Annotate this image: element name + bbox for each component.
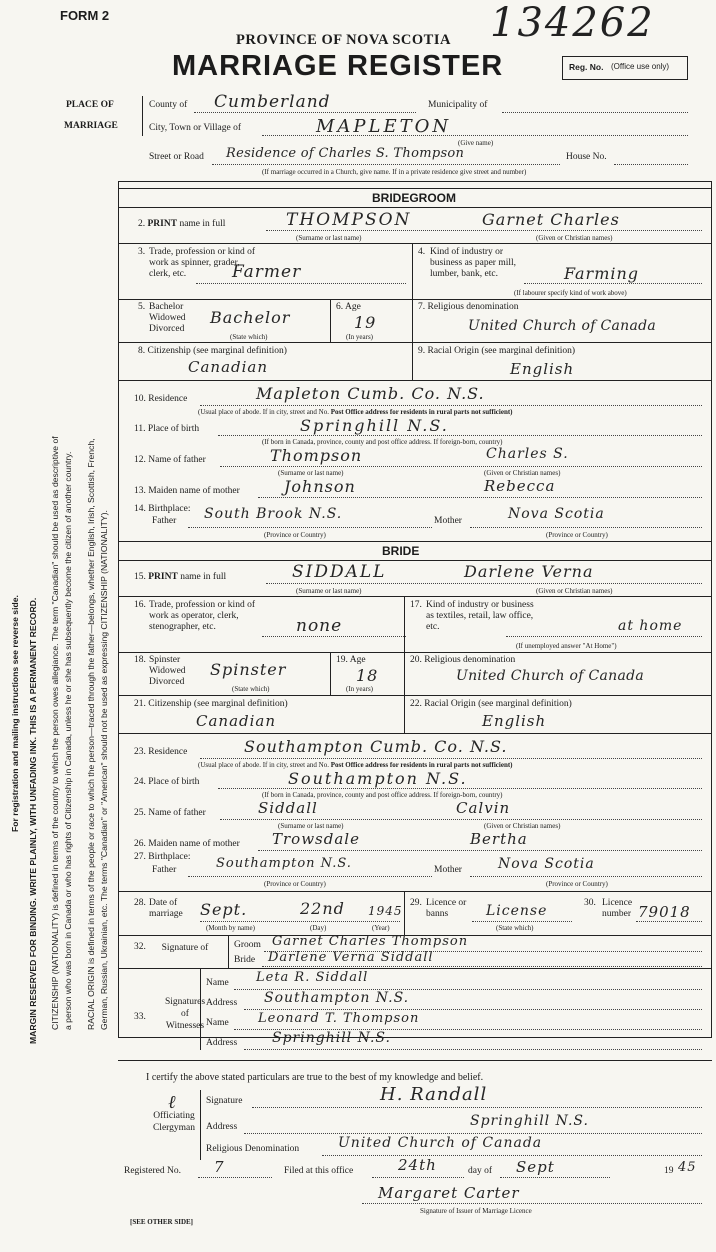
clergy-denomination-label: Religious Denomination bbox=[206, 1144, 300, 1154]
registered-no-label: Registered No. bbox=[124, 1166, 181, 1176]
groom-age: 19 bbox=[354, 313, 377, 332]
bride-print-label: PRINT bbox=[148, 572, 178, 582]
bride-marital-status: Spinster bbox=[210, 660, 287, 679]
birthplace-mother-label: Mother bbox=[434, 516, 462, 526]
field-4-label: Kind of industry or business as paper mill, lumber, bank, etc. bbox=[430, 247, 517, 279]
bride-residence-hint-a: (Usual place of abode. If in city, street and No. bbox=[198, 761, 329, 769]
bride-signature: Darlene Verna Siddall bbox=[268, 950, 434, 965]
bride-surname-hint: (Surname or last name) bbox=[296, 587, 362, 595]
birthplace-label: Birthplace: bbox=[148, 504, 191, 514]
surname-hint: (Surname or last name) bbox=[296, 234, 362, 242]
bride-country-hint-2: (Province or Country) bbox=[546, 880, 608, 888]
filed-day: 24th bbox=[398, 1156, 437, 1174]
mother-name-label: Maiden name of mother bbox=[148, 486, 240, 496]
groom-trade: Farmer bbox=[232, 262, 302, 282]
bride-religion: United Church of Canada bbox=[456, 668, 645, 684]
bride-given-hint: (Given or Christian names) bbox=[536, 587, 613, 595]
licence-number-label: Licence number bbox=[602, 898, 633, 919]
margin-line-6: German, Russian, Ukrainian, etc. The terms "Canadian" or "American" should not be used as expressing CITIZENSHIP (NATIONALITY). bbox=[99, 510, 109, 1030]
reg-no-box bbox=[562, 56, 688, 80]
field-5-label: Bachelor Widowed Divorced bbox=[149, 302, 186, 334]
licence-state-which: (State which) bbox=[496, 924, 534, 932]
bride-father-given: Calvin bbox=[456, 799, 511, 817]
see-other-side: [SEE OTHER SIDE] bbox=[130, 1218, 194, 1226]
margin-line-2: MARGIN RESERVED FOR BINDING. WRITE PLAINLY, WITH UNFADING INK. THIS IS A PERMANENT RECORD. bbox=[28, 597, 38, 1044]
groom-citizenship: Canadian bbox=[188, 358, 269, 376]
bride-residence-hint-b: Post Office address for residents in rural parts not sufficient) bbox=[330, 761, 513, 769]
marriage-month: Sept. bbox=[200, 900, 248, 919]
page-title: MARRIAGE REGISTER bbox=[172, 50, 504, 82]
state-which-hint: (State which) bbox=[230, 333, 268, 341]
groom-father-given: Charles S. bbox=[486, 446, 569, 462]
bride-place-of-birth-label: Place of birth bbox=[148, 777, 200, 787]
marriage-day: 22nd bbox=[300, 899, 345, 918]
groom-signature: Garnet Charles Thompson bbox=[272, 934, 469, 949]
groom-father-surname: Thompson bbox=[270, 446, 363, 465]
religion-label: Religious denomination bbox=[427, 302, 519, 312]
margin-line-3: CITIZENSHIP (NATIONALITY) is defined in terms of the country to which the person owes allegiance. The term "Canadian" should be used as descriptive of bbox=[50, 436, 60, 1030]
bride-religion-label: Religious denomination bbox=[424, 655, 516, 665]
groom-mother-birthplace: Nova Scotia bbox=[508, 506, 605, 522]
bride-mother-name-label: Maiden name of mother bbox=[148, 839, 240, 849]
w2-name-label: Name bbox=[206, 1018, 229, 1028]
father-surname-hint: (Surname or last name) bbox=[278, 469, 344, 477]
groom-sig-label: Groom bbox=[234, 940, 261, 950]
bride-state-which-hint: (State which) bbox=[232, 685, 270, 693]
residence-hint-a: (Usual place of abode. If in city, street and No. bbox=[198, 408, 329, 416]
place-of-label: PLACE OF bbox=[66, 100, 114, 110]
form-number: FORM 2 bbox=[60, 8, 110, 23]
field-17-label: Kind of industry or business as textiles, retail, law office, etc. bbox=[426, 600, 534, 632]
groom-religion: United Church of Canada bbox=[468, 318, 657, 334]
licence-number: 79018 bbox=[638, 903, 691, 921]
witness-2-name: Leonard T. Thompson bbox=[258, 1011, 420, 1026]
given-hint: (Given or Christian names) bbox=[536, 234, 613, 242]
bride-birthplace-label: Birthplace: bbox=[148, 852, 191, 862]
birthplace-father-label: Father bbox=[152, 516, 177, 526]
month-hint: (Month by name) bbox=[206, 924, 255, 932]
clergy-denomination: United Church of Canada bbox=[338, 1135, 543, 1151]
witness-2-address: Springhill N.S. bbox=[272, 1030, 391, 1046]
street-label: Street or Road bbox=[149, 152, 204, 162]
groom-racial-origin: English bbox=[510, 360, 575, 378]
city-label: City, Town or Village of bbox=[149, 123, 241, 133]
filed-label: Filed at this office bbox=[284, 1166, 354, 1176]
field-4-number: 4. bbox=[418, 247, 426, 257]
year-prefix: 19 bbox=[664, 1166, 674, 1176]
house-label: House No. bbox=[566, 152, 607, 162]
issuer-label: Signature of Issuer of Marriage Licence bbox=[420, 1207, 532, 1215]
reg-no-label: Reg. No. bbox=[569, 62, 604, 72]
clergy-address: Springhill N.S. bbox=[470, 1113, 589, 1129]
groom-residence: Mapleton Cumb. Co. N.S. bbox=[256, 384, 485, 403]
groom-mother-surname: Johnson bbox=[284, 477, 356, 496]
name-in-full-label: name in full bbox=[179, 219, 226, 229]
bride-trade: none bbox=[296, 616, 343, 636]
field-18-label: Spinster Widowed Divorced bbox=[149, 655, 186, 687]
witness-1-name: Leta R. Siddall bbox=[256, 970, 369, 985]
field-18-number: 18. bbox=[134, 655, 146, 665]
day-of-label: day of bbox=[468, 1166, 493, 1176]
bride-father-surname-hint: (Surname or last name) bbox=[278, 822, 344, 830]
bride-racial-origin: English bbox=[482, 712, 547, 730]
registration-number: 134262 bbox=[490, 0, 655, 46]
groom-birthplace: Springhill N.S. bbox=[300, 416, 449, 435]
clergy-address-label: Address bbox=[206, 1122, 238, 1132]
witnesses-label: Signatures of Witnesses bbox=[164, 997, 206, 1031]
province-heading: PROVINCE OF NOVA SCOTIA bbox=[236, 32, 451, 48]
clergy-initial: ℓ bbox=[168, 1092, 177, 1113]
country-hint-2: (Province or Country) bbox=[546, 531, 608, 539]
bride-citizenship: Canadian bbox=[196, 712, 277, 730]
clergy-signature: H. Randall bbox=[380, 1084, 488, 1105]
racial-origin-label: Racial Origin (see marginal definition) bbox=[427, 346, 576, 356]
citizenship-label: Citizenship (see marginal definition) bbox=[147, 346, 287, 356]
clergy-signature-label: Signature bbox=[206, 1096, 243, 1106]
bride-mother-given: Bertha bbox=[470, 830, 528, 848]
father-given-hint: (Given or Christian names) bbox=[484, 469, 561, 477]
bride-mother-birthplace: Nova Scotia bbox=[498, 856, 595, 872]
field-17-number: 17. bbox=[410, 600, 422, 610]
county-label: County of bbox=[149, 100, 188, 110]
bride-residence: Southampton Cumb. Co. N.S. bbox=[244, 737, 508, 756]
filed-month: Sept bbox=[516, 1158, 555, 1176]
marriage-label: MARRIAGE bbox=[64, 121, 118, 131]
field-16-number: 16. bbox=[134, 600, 146, 610]
industry-hint: (If labourer specify kind of work above) bbox=[514, 289, 627, 297]
bride-heading: BRIDE bbox=[382, 544, 420, 558]
birth-hint: (If born in Canada, province, county and post office address. If foreign-born, country) bbox=[262, 438, 503, 446]
residence-label: Residence bbox=[148, 394, 188, 404]
bride-residence-label: Residence bbox=[148, 747, 188, 757]
county-value: Cumberland bbox=[214, 92, 331, 112]
groom-surname: THOMPSON bbox=[286, 210, 412, 230]
give-name-hint: (Give name) bbox=[458, 139, 494, 147]
groom-father-birthplace: South Brook N.S. bbox=[204, 506, 343, 522]
margin-line-1: For registration and mailing instructions see reverse side. bbox=[10, 595, 20, 832]
bride-surname: SIDDALL bbox=[292, 562, 387, 582]
street-hint: (If marriage occurred in a Church, give name. If in a private residence give street and number) bbox=[262, 168, 527, 176]
bride-father-given-hint: (Given or Christian names) bbox=[484, 822, 561, 830]
unemployed-hint: (If unemployed answer "At Home") bbox=[516, 642, 617, 650]
bride-given-names: Darlene Verna bbox=[464, 562, 594, 581]
field-2-number: 2. bbox=[138, 219, 146, 229]
officiating-clergyman-label: Officiating Clergyman bbox=[152, 1111, 196, 1133]
groom-industry: Farming bbox=[564, 264, 640, 283]
office-use-label: (Office use only) bbox=[611, 62, 670, 71]
margin-line-5: RACIAL ORIGIN is defined in terms of the people or race to which the person—traced through the father—belongs, whether English, Irish, Scottish, French, bbox=[86, 438, 96, 1030]
groom-marital-status: Bachelor bbox=[210, 308, 291, 327]
marriage-date-label: Date of marriage bbox=[149, 898, 183, 919]
bride-mother-surname: Trowsdale bbox=[272, 830, 360, 848]
bride-country-hint-1: (Province or Country) bbox=[264, 880, 326, 888]
field-16-label: Trade, profession or kind of work as operator, clerk, stenographer, etc. bbox=[149, 600, 255, 632]
groom-mother-given: Rebecca bbox=[484, 477, 556, 495]
bride-father-surname: Siddall bbox=[258, 799, 318, 817]
age-label: Age bbox=[344, 302, 361, 312]
bride-name-in-full-label: name in full bbox=[180, 572, 227, 582]
field-3-label: Trade, profession or kind of work as spinner, grader, clerk, etc. bbox=[149, 247, 255, 279]
street-value: Residence of Charles S. Thompson bbox=[226, 146, 465, 161]
licence-or-banns: License bbox=[486, 903, 548, 919]
bride-citizenship-label: Citizenship (see marginal definition) bbox=[148, 699, 288, 709]
city-value: MAPLETON bbox=[316, 116, 452, 137]
signature-of-label: Signature of bbox=[161, 943, 209, 953]
bride-in-years-hint: (In years) bbox=[346, 685, 374, 693]
w2-address-label: Address bbox=[206, 1038, 238, 1048]
bride-age: 18 bbox=[356, 666, 379, 685]
margin-line-4: a person who was born in Canada or who has rights of Citizenship in Canada, unless he or she has subsequently become the citizen of another country. bbox=[63, 451, 73, 1030]
bride-birthplace: Southampton N.S. bbox=[288, 769, 468, 788]
witness-1-address: Southampton N.S. bbox=[264, 990, 410, 1006]
place-of-birth-label: Place of birth bbox=[147, 424, 200, 434]
bride-racial-origin-label: Racial Origin (see marginal definition) bbox=[424, 699, 572, 709]
registered-no: 7 bbox=[214, 1158, 225, 1176]
country-hint-1: (Province or Country) bbox=[264, 531, 326, 539]
field-3-number: 3. bbox=[138, 247, 146, 257]
bride-father-name-label: Name of father bbox=[148, 808, 206, 818]
field-5-number: 5. bbox=[138, 302, 146, 312]
bride-sig-label: Bride bbox=[234, 955, 256, 965]
bride-industry: at home bbox=[618, 618, 683, 634]
bride-age-label: Age bbox=[349, 655, 366, 665]
certification-text: I certify the above stated particulars are true to the best of my knowledge and belief. bbox=[146, 1072, 484, 1083]
w1-address-label: Address bbox=[206, 998, 238, 1008]
residence-hint-b: Post Office address for residents in rural parts not sufficient) bbox=[330, 408, 513, 416]
marriage-year: 1945 bbox=[368, 904, 403, 918]
issuer-signature: Margaret Carter bbox=[378, 1184, 520, 1202]
municipality-label: Municipality of bbox=[428, 100, 488, 110]
filed-year: 45 bbox=[678, 1160, 697, 1175]
bride-father-birthplace: Southampton N.S. bbox=[216, 856, 352, 871]
print-label: PRINT bbox=[147, 219, 178, 229]
year-hint: (Year) bbox=[372, 924, 390, 932]
day-hint: (Day) bbox=[310, 924, 327, 932]
bridegroom-heading: BRIDEGROOM bbox=[372, 191, 456, 205]
father-name-label: Name of father bbox=[148, 455, 206, 465]
w1-name-label: Name bbox=[206, 978, 229, 988]
groom-given-names: Garnet Charles bbox=[482, 210, 620, 229]
in-years-hint: (In years) bbox=[346, 333, 374, 341]
licence-banns-label: Licence or banns bbox=[426, 898, 467, 919]
bride-birthplace-mother-label: Mother bbox=[434, 865, 462, 875]
bride-birth-hint: (If born in Canada, province, county and post office address. If foreign-born, country) bbox=[262, 791, 503, 799]
bride-birthplace-father-label: Father bbox=[152, 865, 177, 875]
